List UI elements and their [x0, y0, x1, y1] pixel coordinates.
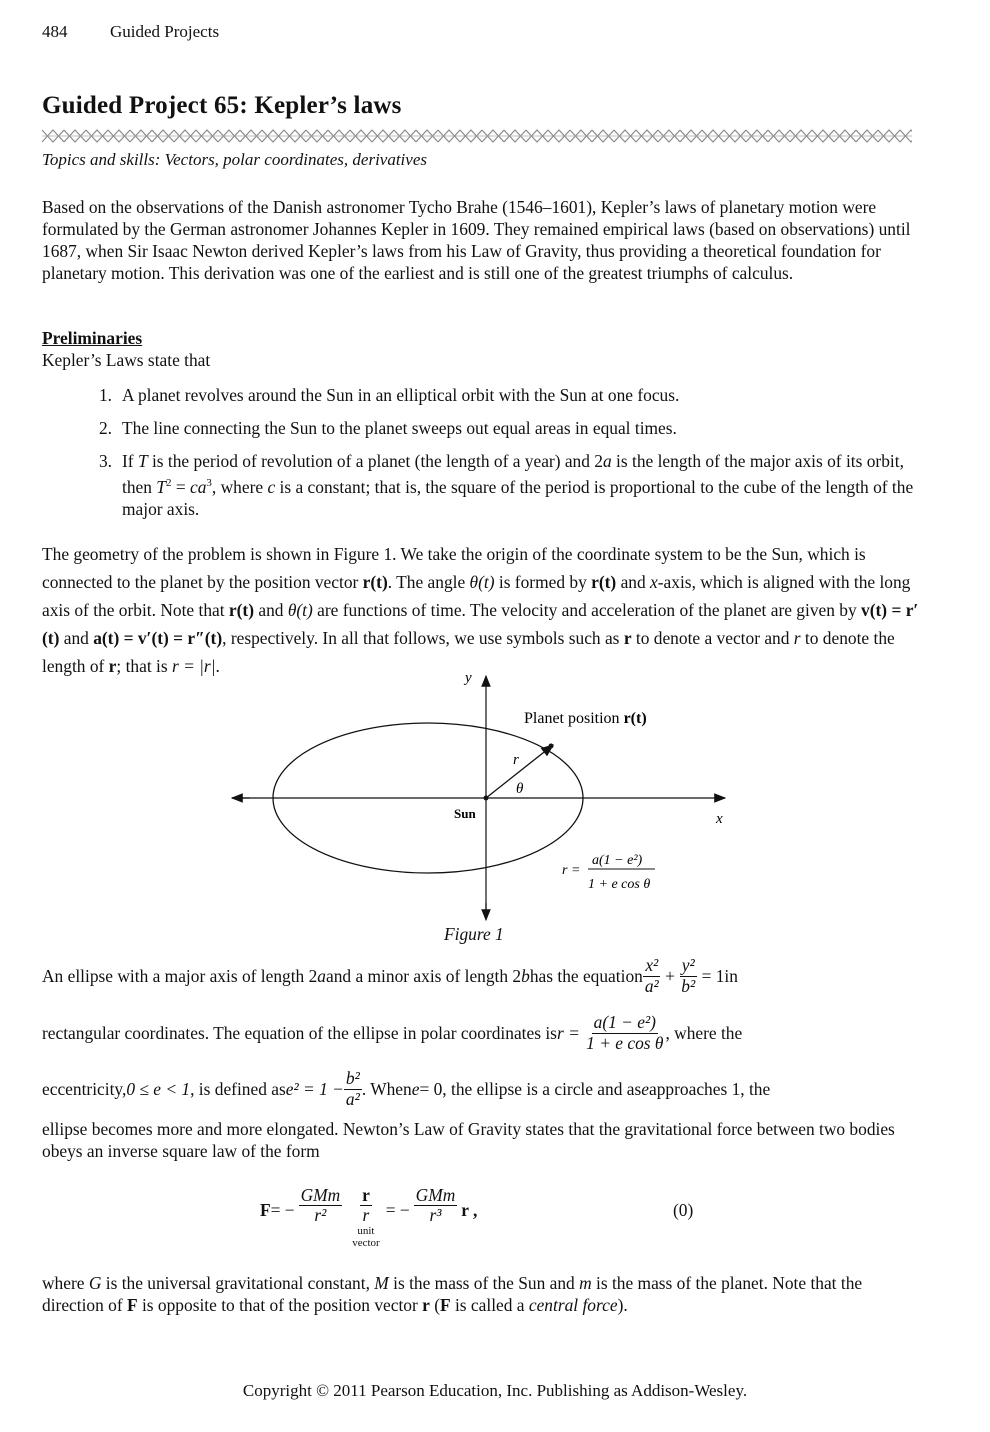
geometry-paragraph: The geometry of the problem is shown in Figure 1. We take the origin of the coordinate system to be the Sun, which is connected to the planet by the position vector r(t). The angle θ(t) is formed by r(t) and x-axis, which is aligned with the long axis of the orbit. Note that r(t) and θ(t) are functions of time. The velocity and acceleration of the planet are given by v(t) = r′(t) and a(t) = v′(t) = r″(t), respectively. In all that follows, we use symbols such as r to denote a vector and r to denote the length of r; that is r = |r|. — [42, 544, 919, 676]
r-label: r — [513, 752, 519, 768]
equation-tag: (0) — [673, 1200, 694, 1220]
formula-den: 1 + e cos θ — [588, 877, 651, 892]
fraction-x: $\frac{\text{x²}}{\text{a²}}$ — [644, 955, 659, 996]
section-heading: Preliminaries — [42, 328, 143, 348]
formula-lhs: r = — [562, 863, 581, 878]
y-axis-label: y — [465, 670, 472, 686]
ellipse-line-3: eccentricity, 0 ≤ e < 1 , is defined as e² = 1 − $\frac{\text{b²}}{\text{a²}}$ . When e = 0, the ellipse is a circle and as e approaches 1, the — [42, 1068, 771, 1109]
closing-paragraph: where G is the universal gravitational constant, M is the mass of the Sun and m is the mass of the planet. Note that the direction of F is opposite to that of the position vector r (F is called a central force). — [42, 1273, 863, 1315]
ellipse-line-2: rectangular coordinates. The equation of the ellipse in polar coordinates is r = $\frac{\text{a(1 − e²)}}{\text{1 + e cos θ}}$ , where the — [42, 1012, 743, 1053]
rope-divider — [42, 125, 912, 147]
fraction-gmm-r3: $\frac{\text{GMm}}{\text{r³}}$ — [415, 1185, 456, 1226]
ellipse-line-4: ellipse becomes more and more elongated. Newton’s Law of Gravity states that the gravitational force between two bodies obeys an inverse square law of the form — [42, 1119, 895, 1161]
fraction-eccentricity: $\frac{\text{b²}}{\text{a²}}$ — [345, 1068, 360, 1109]
fraction-polar: $\frac{\text{a(1 − e²)}}{\text{1 + e cos θ}}$ — [586, 1012, 664, 1053]
planet-label: Planet position r(t) — [524, 710, 647, 727]
formula-num: a(1 − e²) — [592, 853, 643, 868]
copyright-footer: Copyright © 2011 Pearson Education, Inc. Publishing as Addison-Wesley. — [242, 1381, 748, 1400]
page-number: 484 — [42, 22, 68, 41]
running-header: Guided Projects — [110, 22, 220, 41]
fraction-y: $\frac{\text{y²}}{\text{b²}}$ — [681, 955, 696, 996]
fraction-gmm-r2: $\frac{\text{GMm}}{\text{r²}}$ — [300, 1185, 341, 1226]
theta-label: θ — [516, 781, 524, 797]
x-axis-label: x — [716, 811, 723, 827]
intro-paragraph: Based on the observations of the Danish astronomer Tycho Brahe (1546–1601), Kepler’s laws of planetary motion were formulated by the German astronomer Johannes Kepler in 1609. They remained empirical laws (based on observations) until 1687, when Sir Isaac Newton derived Kepler’s laws from his Law of Gravity, thus providing a theoretical foundation for planetary motion. This derivation was one of the earliest and is still one of the greatest triumphs of calculus. — [42, 197, 911, 283]
figure-caption: Figure 1 — [444, 924, 504, 944]
list-item: 2. The line connecting the Sun to the planet sweeps out equal areas in equal times. — [98, 418, 677, 438]
unit-vector-group: $\frac{r}{r}$ unit vector — [352, 1185, 380, 1250]
list-item: 3. If T is the period of revolution of a planet (the length of a year) and 2a is the length of the major axis of its orbit, then $T^2 = ca^3$, where c is a constant; that is, the square of the period is proportional to the cube of the length of the major axis. — [98, 451, 914, 519]
gravity-equation: F = − $\frac{\text{GMm}}{\text{r²}}$ $\frac{r}{r}$ unit vector = − $\frac{\text{GMm}}{\text{r³}}$ r , — [260, 1185, 478, 1250]
laws-lead: Kepler’s Laws state that — [42, 350, 211, 370]
laws-list — [42, 384, 922, 531]
page-title: Guided Project 65: Kepler’s laws — [42, 92, 402, 119]
sun-point — [484, 796, 489, 801]
sun-label: Sun — [454, 806, 476, 821]
figure-1-diagram — [220, 668, 760, 958]
list-item: 1. A planet revolves around the Sun in an elliptical orbit with the Sun at one focus. — [98, 385, 680, 405]
ellipse-line-1: An ellipse with a major axis of length 2 a and a minor axis of length 2 b has the equation $\frac{\text{x²}}{\text{a²}}$ + $\frac{\text{y²}}{\text{b²}}$ = 1 in — [42, 955, 738, 996]
planet-point — [549, 744, 554, 749]
topics-line: Topics and skills: Vectors, polar coordinates, derivatives — [42, 150, 427, 169]
